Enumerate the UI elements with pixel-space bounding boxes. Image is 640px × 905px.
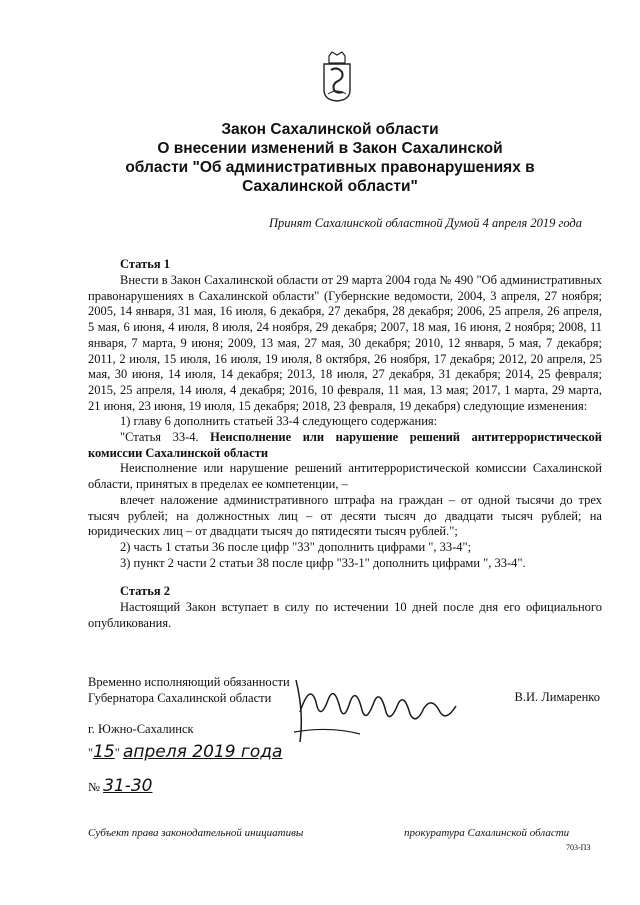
article-2-text: Настоящий Закон вступает в силу по истечении 10 дней после дня его официального опубликования. bbox=[88, 600, 602, 630]
date-month-year: апреля 2019 года bbox=[122, 742, 283, 762]
article-1-intro: Внести в Закон Сахалинской области от 29 марта 2004 года № 490 "Об административных правонарушениях в Сахалинской области" (Губернские ведомости, 2004, 3 апреля, 27 ноября; 2005, 14 января, 31 мая, 16 июля, 6 декабря, 27 декабря, 28 декабря; 2006, 25 апреля, 26 апреля, 5 мая, 6 июня, 4 июля, 8 июля, 24 ноября, 29 декабря; 2007, 18 мая, 16 июня, 2 ноября; 2008, 11 января, 7 марта, 9 июня; 2009, 13 мая, 27 мая, 30 декабря; 2010, 12 января, 5 мая, 7 декабря; 2011, 2 июля, 15 июля, 16 июля, 19 июля, 8 октября, 26 ноября, 17 декабря; 2012, 20 апреля, 25 мая, 30 июня, 14 июля, 14 декабря; 2013, 18 июля, 27 декабря, 31 декабря; 2014, 25 февраля; 2015, 25 апреля, 14 июля, 4 декабря; 2016, 10 февраля, 11 мая, 13 мая; 2017, 1 марта, 29 марта, 21 июня, 23 июня, 19 июля, 15 декабря; 2018, 23 февраля, 19 декабря) следующие изменения: bbox=[88, 273, 602, 413]
law-number bbox=[88, 776, 152, 796]
date-open-quote: " bbox=[88, 746, 94, 760]
title-line-3: области "Об административных правонарушениях в bbox=[125, 159, 535, 176]
number-prefix: № bbox=[88, 780, 100, 794]
article-2-body bbox=[88, 600, 602, 631]
article-2-heading: Статья 2 bbox=[120, 584, 170, 598]
date-day: 15 bbox=[93, 742, 115, 762]
new-article-prefix: "Статья 33-4. bbox=[120, 430, 211, 445]
article-1-heading: Статья 1 bbox=[120, 257, 170, 271]
article-1-item-1: 1) главу 6 дополнить статьей 33-4 следующего содержания: bbox=[120, 414, 438, 429]
initiative-subject: Субъект права законодательной инициативы bbox=[88, 827, 304, 839]
initiative-author: прокуратура Сахалинской области bbox=[404, 827, 570, 839]
article-1-body bbox=[88, 273, 602, 571]
new-article-title: Неисполнение или нарушение решений антитеррористической комиссии Сахалинской области bbox=[88, 430, 602, 460]
handwritten-signature bbox=[290, 672, 460, 750]
position-line-1: Временно исполняющий обязанности bbox=[88, 675, 290, 689]
title-line-4: Сахалинской области" bbox=[242, 178, 418, 195]
new-article-heading bbox=[88, 430, 602, 461]
title-line-1: Закон Сахалинской области bbox=[221, 121, 439, 138]
article-1-item-2: 2) часть 1 статьи 36 после цифр "33" дополнить цифрами ", 33-4"; bbox=[120, 539, 472, 554]
signatory-position bbox=[88, 674, 290, 706]
new-article-sanction: влечет наложение административного штрафа на граждан – от одной тысячи до трех тысяч рублей; на должностных лиц – от десяти тысяч до двадцати тысяч рублей; на юридических лиц – от двадцати тысяч до пятидесяти тысяч рублей."; bbox=[88, 492, 602, 539]
document-code: 703-ПЗ bbox=[566, 843, 591, 852]
number-value: 31-30 bbox=[103, 776, 153, 796]
adoption-note: Принят Сахалинской областной Думой 4 апреля 2019 года bbox=[269, 216, 582, 230]
law-title bbox=[80, 120, 580, 196]
signatory-name: В.И. Лимаренко bbox=[514, 690, 600, 704]
position-line-2: Губернатора Сахалинской области bbox=[88, 691, 272, 705]
date-close-quote: " bbox=[114, 746, 120, 760]
title-line-2: О внесении изменений в Закон Сахалинской bbox=[157, 140, 503, 157]
new-article-disposition: Неисполнение или нарушение решений антитеррористической комиссии Сахалинской области, принятых в пределах ее компетенции, – bbox=[88, 461, 602, 492]
coat-of-arms-emblem bbox=[320, 50, 354, 102]
article-1-item-3: 3) пункт 2 части 2 статьи 38 после цифр "33-1" дополнить цифрами ", 33-4". bbox=[120, 555, 526, 570]
signing-city: г. Южно-Сахалинск bbox=[88, 722, 194, 736]
signing-date bbox=[88, 742, 282, 762]
